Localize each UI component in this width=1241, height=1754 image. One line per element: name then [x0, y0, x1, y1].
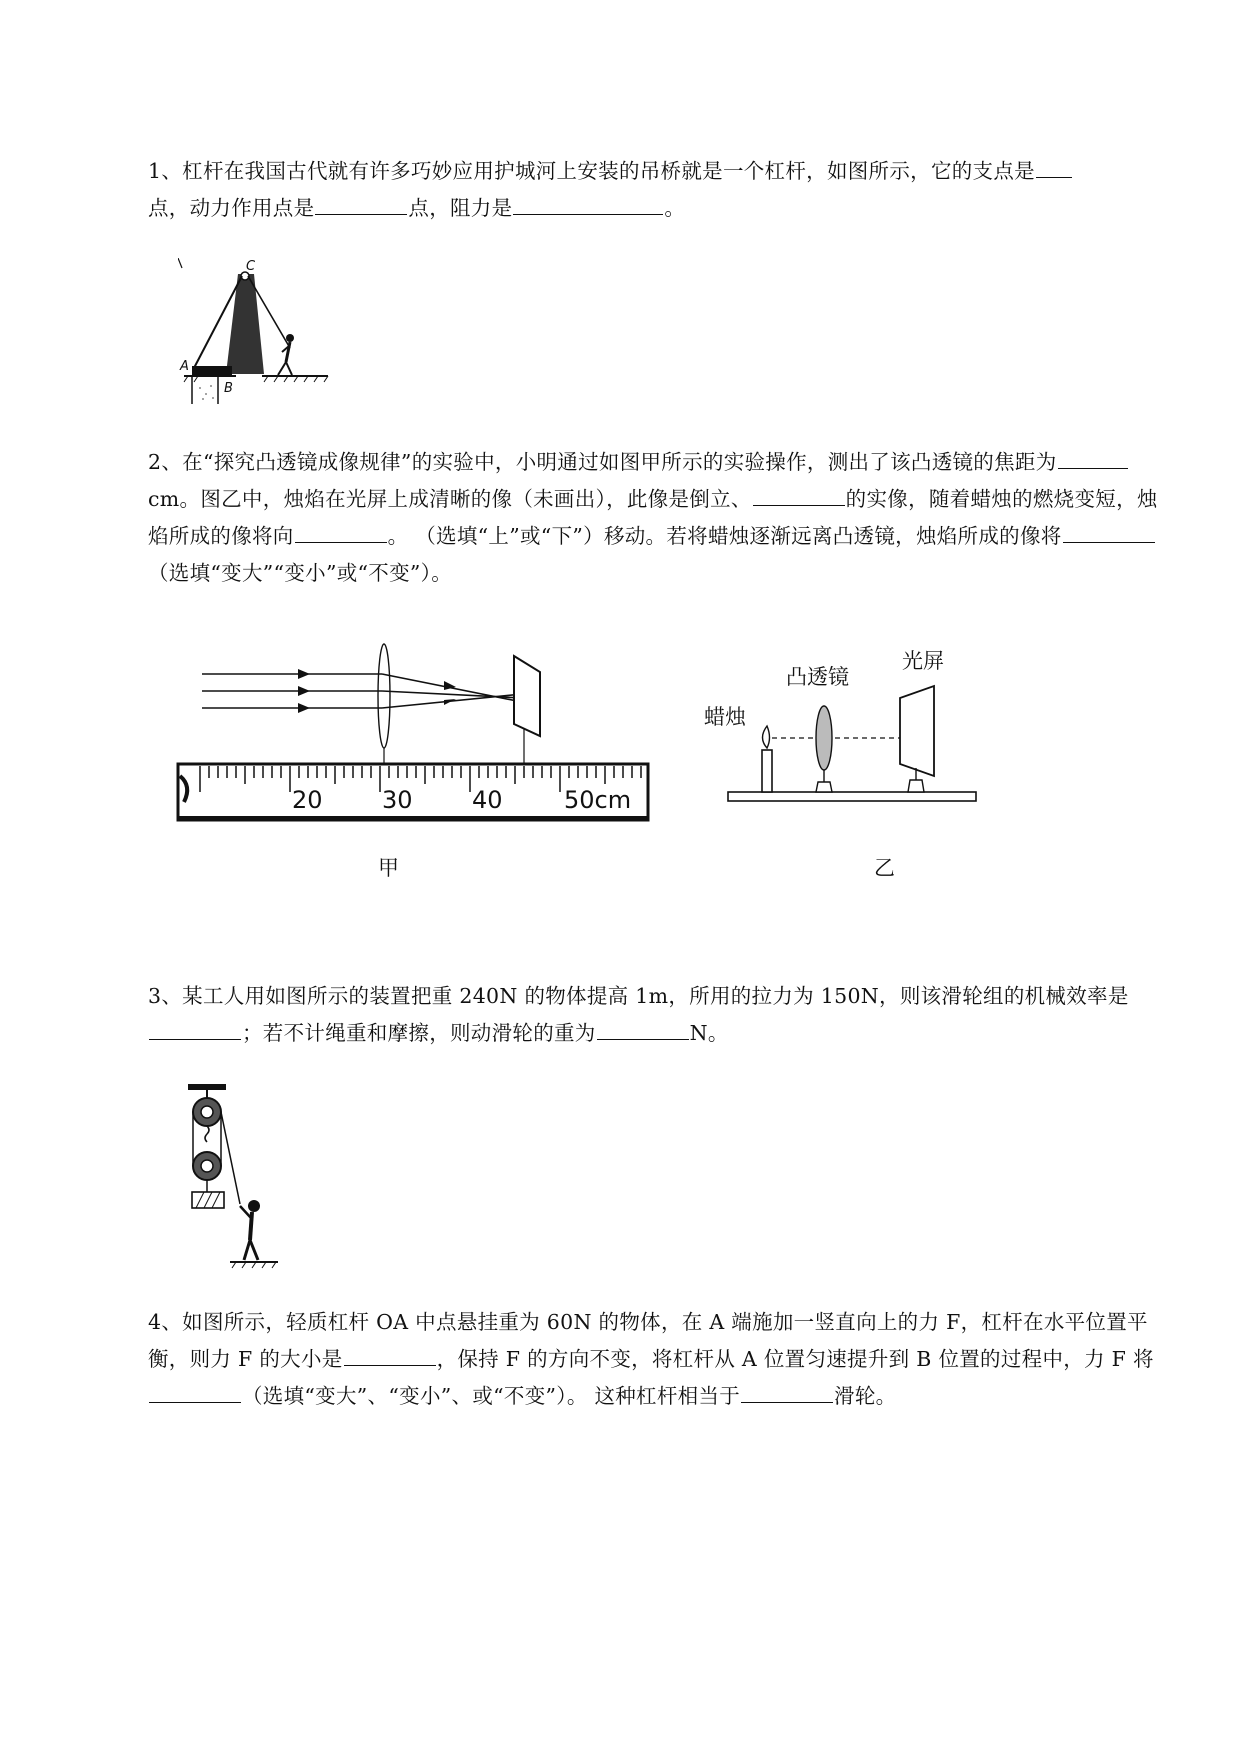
q2-text-4: 。 （选填“上”或“下”）移动。若将蜡烛逐渐远离凸透镜，烛焰所成的像将 — [387, 524, 1062, 548]
q1-text-4: 。 — [664, 196, 686, 220]
q1-blank-fulcrum[interactable] — [1036, 155, 1072, 178]
ruler-label-40: 40 — [472, 786, 503, 814]
ruler-label-50cm: 50cm — [564, 786, 632, 814]
question-4 — [148, 1304, 1158, 1415]
q1-blank-resistance[interactable] — [513, 192, 663, 215]
caption-yi: 乙 — [874, 856, 895, 880]
q1-text-3: 点，阻力是 — [408, 196, 513, 220]
ruler-label-30: 30 — [382, 786, 413, 814]
label-c: C — [246, 259, 256, 274]
label-convex-lens: 凸透镜 — [786, 665, 849, 689]
caption-jia: 甲 — [378, 856, 399, 880]
q1-text-1: 1、杠杆在我国古代就有许多巧妙应用护城河上安装的吊桥就是一个杠杆，如图所示，它的支点是 — [148, 159, 1035, 183]
q2-text-3: 的实像，随着蜡烛的燃烧变短，烛焰所成的像将向 — [148, 487, 1158, 548]
figure-jia-focal-length — [174, 640, 654, 830]
figure-yi-setup — [696, 640, 986, 820]
q1-text-2: 点，动力作用点是 — [148, 196, 315, 220]
q3-text-1: 3、某工人用如图所示的装置把重 240N 的物体提高 1m，所用的拉力为 150N，则该滑轮组的机械效率是 — [148, 984, 1129, 1008]
label-candle: 蜡烛 — [704, 705, 746, 729]
pulley-figure — [178, 1080, 298, 1270]
drawbridge-figure — [178, 258, 338, 408]
q3-text-2: ；若不计绳重和摩擦，则动滑轮的重为 — [242, 1021, 596, 1045]
q1-blank-effort-point[interactable] — [315, 192, 407, 215]
q2-blank-image-size[interactable] — [753, 483, 845, 506]
label-a: A — [180, 359, 189, 374]
q2-blank-direction[interactable] — [295, 520, 387, 543]
q2-text-2: cm。图乙中，烛焰在光屏上成清晰的像（未画出），此像是倒立、 — [148, 487, 752, 511]
q4-blank-force-change[interactable] — [149, 1380, 241, 1403]
q3-text-3: N。 — [689, 1021, 729, 1045]
ruler-label-20: 20 — [292, 786, 323, 814]
q3-blank-pulley-weight[interactable] — [597, 1017, 689, 1040]
question-1 — [148, 153, 1158, 227]
q3-blank-efficiency[interactable] — [149, 1017, 241, 1040]
q2-text-5: （选填“变大”“变小”或“不变”）。 — [148, 561, 453, 585]
label-light-screen: 光屏 — [902, 649, 944, 673]
question-3 — [148, 978, 1158, 1052]
q4-text-4: 滑轮。 — [834, 1384, 897, 1408]
q4-text-1: 4、如图所示，轻质杠杆 OA 中点悬挂重为 60N 的物体，在 A 端施加一竖直向上的力 F，杠杆在水平位置平衡，则力 F 的大小是 — [148, 1310, 1148, 1371]
q4-text-3: （选填“变大”、“变小”、或“不变”）。 这种杠杆相当于 — [242, 1384, 741, 1408]
q4-blank-pulley-type[interactable] — [741, 1380, 833, 1403]
q2-blank-focal-length[interactable] — [1058, 446, 1128, 469]
q2-blank-image-change[interactable] — [1063, 520, 1155, 543]
q2-text-1: 2、在“探究凸透镜成像规律”的实验中，小明通过如图甲所示的实验操作，测出了该凸透镜的焦距为 — [148, 450, 1057, 474]
q4-text-2: ，保持 F 的方向不变，将杠杆从 A 位置匀速提升到 B 位置的过程中，力 F 将 — [436, 1347, 1154, 1371]
q4-blank-force[interactable] — [344, 1343, 436, 1366]
question-2 — [148, 444, 1158, 592]
label-b: B — [224, 381, 233, 396]
